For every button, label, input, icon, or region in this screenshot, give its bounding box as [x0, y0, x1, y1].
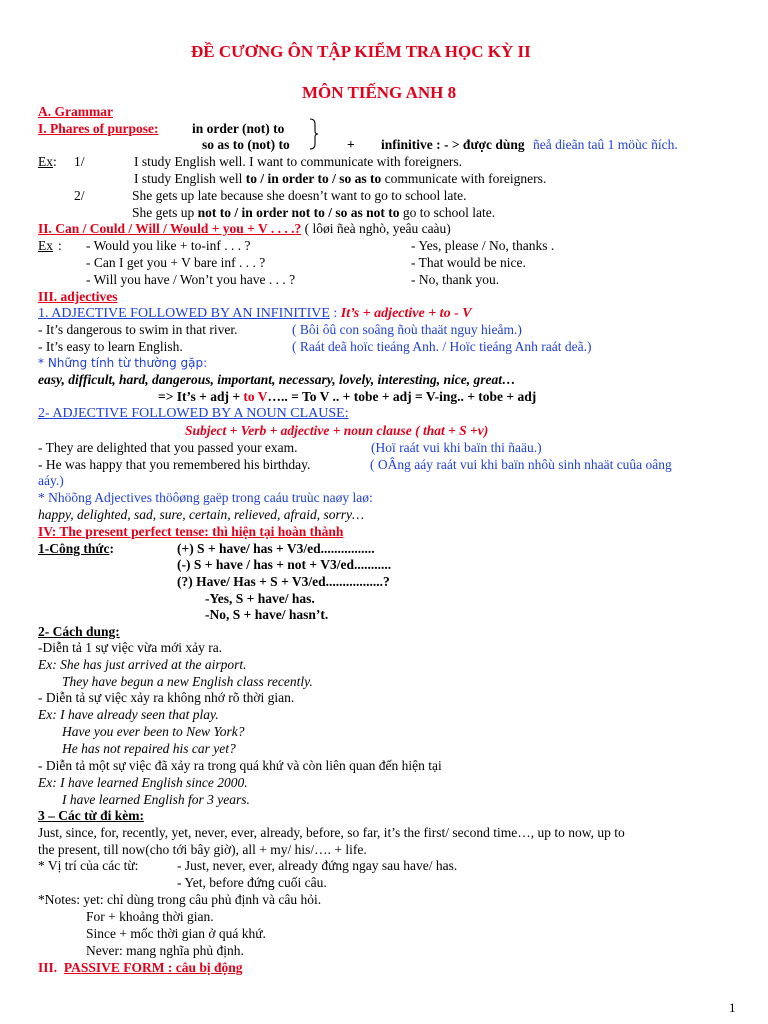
usage-1-ex-1: Ex: She has just arrived at the airport.	[38, 657, 247, 672]
purpose-heading: I. Phares of purpose:	[38, 121, 159, 136]
usage-1-ex-2: They have begun a new English class recently.	[62, 674, 313, 689]
usage-3-ex-1: Ex: I have learned English since 2000.	[38, 775, 248, 790]
formula-answer-yes: -Yes, S + have/ has.	[205, 591, 315, 606]
purpose-ex1-num: 1/	[74, 154, 85, 169]
usage-3: - Diễn tả một sự việc đã xảy ra trong quá khứ và còn liên quan đến hiện tại	[38, 758, 442, 773]
modal-row-2-left: - Can I get you + V bare inf . . . ?	[86, 255, 266, 270]
notes-1: *Notes: yet: chỉ dùng trong câu phủ định và câu hỏi.	[38, 892, 322, 907]
purpose-ex1-b: I study English well to / in order to / so as to communicate with foreigners.	[134, 171, 547, 186]
usage-label: 2- Cách dung:	[38, 624, 120, 639]
adj-common-list: easy, difficult, hard, dangerous, important, necessary, lovely, interesting, nice, great…	[38, 372, 516, 387]
modal-heading: II. Can / Could / Will / Would + you + V . . . .?	[38, 221, 302, 236]
modal-row-2-right: - That would be nice.	[411, 255, 526, 270]
formula-question: (?) Have/ Has + S + V3/ed.................?	[177, 574, 390, 589]
adjective-infinitive-formula: It’s + adjective + to - V	[340, 306, 472, 321]
time-words-line-2: the present, till now(cho tới bây giờ), all + my/ his/…. + life.	[38, 842, 367, 857]
usage-2: - Diễn tả sự việc xảy ra không nhớ rõ thời gian.	[38, 690, 295, 705]
modal-row-1-left: - Would you like + to-inf . . . ?	[86, 238, 251, 253]
page-number: 1	[729, 1000, 736, 1015]
adjective-noun-clause-heading: 2- ADJECTIVE FOLLOWED BY A NOUN CLAUSE:	[38, 406, 349, 421]
modal-row-3-right: - No, thank you.	[411, 272, 500, 287]
adj-ex-2: - It’s easy to learn English.	[38, 339, 183, 354]
modal-heading-row	[38, 221, 451, 237]
position-rule-2: - Yet, before đứng cuối câu.	[177, 875, 327, 890]
purpose-ex1-a: I study English well. I want to communicate with foreigners.	[134, 154, 463, 169]
adjective-infinitive-heading-row: 1. ADJECTIVE FOLLOWED BY AN INFINITIVE : It’s + adjective + to - V	[38, 306, 472, 321]
purpose-infinitive: infinitive : - > được dùng	[381, 137, 525, 152]
formula-affirmative: (+) S + have/ has + V3/ed................	[177, 541, 375, 556]
purpose-plus: +	[347, 137, 355, 152]
notes-4: Never: mang nghĩa phủ định.	[86, 943, 244, 958]
usage-2-ex-2: Have you ever been to New York?	[62, 724, 245, 739]
modal-row-1-right: - Yes, please / No, thanks .	[411, 238, 555, 253]
formula-label: 1-Công thức:	[38, 541, 114, 556]
modal-note: ( lôøi ñeà nghò, yeâu caàu)	[301, 221, 451, 236]
formula-answer-no: -No, S + have/ hasn’t.	[205, 607, 329, 622]
notes-3: Since + mốc thời gian ở quá khứ.	[86, 926, 266, 941]
adj2-common-list: happy, delighted, sad, sure, certain, relieved, afraid, sorry…	[38, 507, 364, 522]
adj2-tr-2b: aáy.)	[38, 473, 64, 488]
adj2-tr-2a: ( OÂng aáy raát vui khi baïn nhôù sinh nhaät cuûa oâng	[370, 457, 672, 472]
passive-heading-row	[38, 960, 243, 976]
purpose-usage-note: ñeå dieãn taû 1 möùc ñích.	[533, 137, 678, 152]
purpose-ex2-num: 2/	[74, 188, 85, 203]
adj2-common-label: * Nhöõng Adjectives thöôøng gaëp trong caáu truùc naøy laø:	[38, 490, 373, 505]
adj-tr-1: ( Bôi ôû con soâng ñoù thaät nguy hieåm.)	[292, 322, 522, 337]
position-rule-1: - Just, never, ever, already đứng ngay sau have/ has.	[177, 858, 458, 873]
time-words-label: 3 – Các từ đi kèm:	[38, 808, 144, 823]
purpose-ex2-a: She gets up late because she doesn’t want to go to school late.	[132, 188, 467, 203]
adj2-ex-2: - He was happy that you remembered his birthday.	[38, 457, 311, 472]
purpose-form-2: so as to (not) to	[202, 137, 290, 152]
usage-2-ex-1: Ex: I have already seen that play.	[38, 707, 219, 722]
passive-heading: PASSIVE FORM : câu bị động	[63, 960, 243, 975]
adjective-infinitive-heading: 1. ADJECTIVE FOLLOWED BY AN INFINITIVE	[38, 306, 330, 321]
brace-icon	[309, 118, 319, 150]
purpose-form-1: in order (not) to	[192, 121, 285, 136]
notes-2: For + khoảng thời gian.	[86, 909, 214, 924]
adj2-ex-1: - They are delighted that you passed your exam.	[38, 440, 298, 455]
formula-negative: (-) S + have / has + not + V3/ed...........	[177, 557, 392, 572]
adj-ex-1: - It’s dangerous to swim in that river.	[38, 322, 238, 337]
document-subtitle: MÔN TIẾNG ANH 8	[302, 83, 457, 102]
passive-number: III.	[38, 960, 58, 975]
adj-common-label: * Những tính từ thường gặp:	[38, 356, 208, 370]
modal-row-3-left: - Will you have / Won’t you have . . . ?	[86, 272, 296, 287]
purpose-row-1	[38, 121, 159, 137]
time-words-line-1: Just, since, for, recently, yet, never, ever, already, before, so far, it’s the first/ second time…, up to now, up to	[38, 825, 625, 840]
position-label: * Vị trí của các từ:	[38, 858, 139, 873]
modal-ex-label: Ex	[38, 238, 53, 253]
adj2-tr-1: (Hoï raát vui khi baïn thi ñaäu.)	[371, 440, 542, 455]
usage-2-ex-3: He has not repaired his car yet?	[62, 741, 236, 756]
purpose-ex-label: Ex:	[38, 154, 57, 169]
usage-3-ex-2: I have learned English for 3 years.	[62, 792, 250, 807]
document-title: ĐỀ CƯƠNG ÔN TẬP KIỂM TRA HỌC KỲ II	[191, 42, 531, 61]
present-perfect-heading: IV: The present perfect tense: thì hiện tại hoàn thành	[38, 524, 344, 539]
grammar-heading: A. Grammar	[38, 104, 113, 119]
usage-1: -Diễn tả 1 sự việc vừa mới xảy ra.	[38, 640, 223, 655]
adj-equivalence-rule: => It’s + adj + to V….. = To V .. + tobe + adj = V-ing.. + tobe + adj	[158, 389, 537, 404]
adj-tr-2: ( Raát deã hoïc tieáng Anh. / Hoïc tieáng Anh raát deã.)	[292, 339, 592, 354]
adjective-noun-clause-formula: Subject + Verb + adjective + noun clause ( that + S +v)	[185, 423, 489, 438]
purpose-ex2-b: She gets up not to / in order not to / so as not to go to school late.	[132, 205, 496, 220]
adjectives-heading: III. adjectives	[38, 289, 118, 304]
